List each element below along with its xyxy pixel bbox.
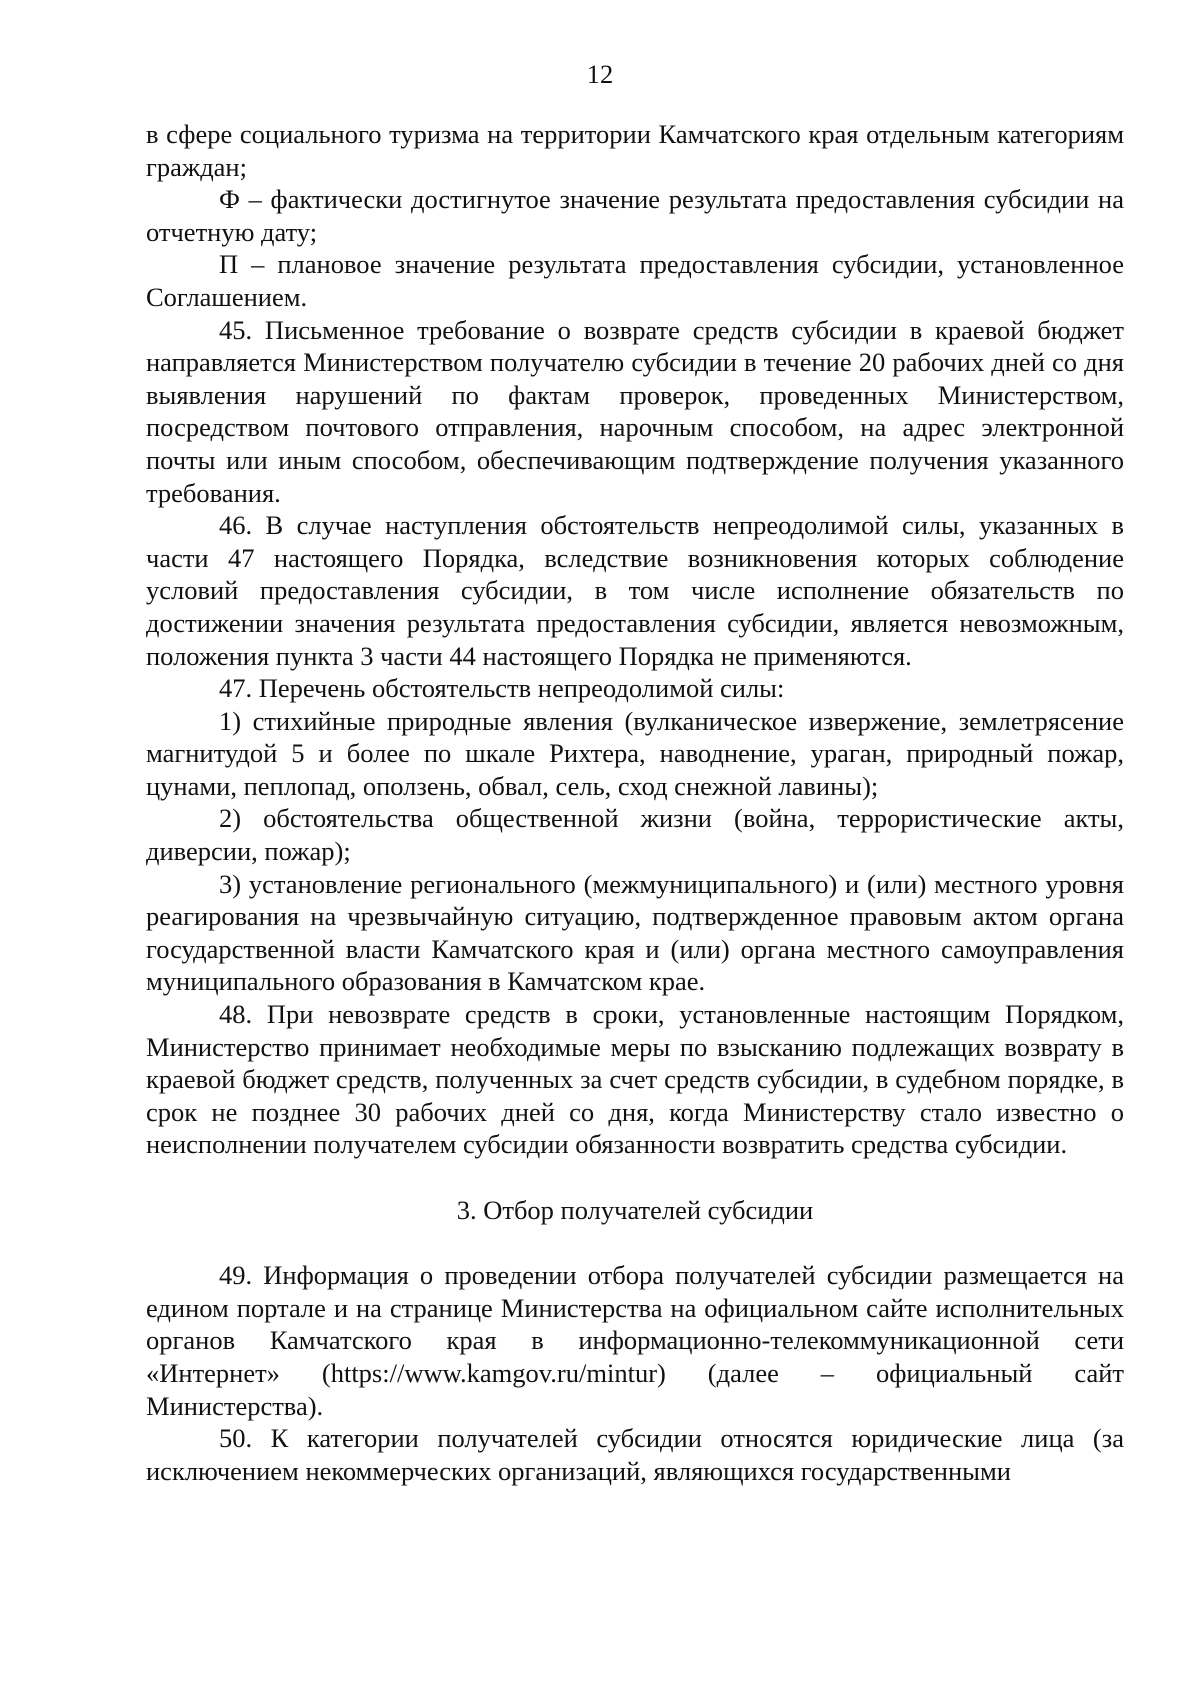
list-item-1: 1) стихийные природные явления (вулканическое извержение, землетрясение магнитудой 5 и более по шкале Рихтера, наводнение, ураган, природный пожар, цунами, пеплопад, оползень, обвал, сель, сход снежной лавины);	[146, 705, 1124, 801]
page-number: 12	[586, 59, 614, 89]
paragraph-continuation: в сфере социального туризма на территории Камчатского края отдельным категориям граждан;	[146, 119, 1124, 182]
paragraph-46: 46. В случае наступления обстоятельств непреодолимой силы, указанных в части 47 настоящего Порядка, вследствие возникновения которых соблюдение условий предоставления субсидии, в том числе исполнение обязательств по достижении значения результата предоставления субсидии, является невозможным, положения пункта 3 части 44 настоящего Порядка не применяются.	[146, 510, 1124, 671]
paragraph-f-definition: Ф – фактически достигнутое значение результата предоставления субсидии на отчетную дату;	[146, 184, 1124, 247]
paragraph-49: 49. Информация о проведении отбора получателей субсидии размещается на едином портале и на странице Министерства на официальном сайте исполнительных органов Камчатского края в информационно-телекоммуникационной сети «Интернет» (https://www.kamgov.ru/mintur) (далее – официальный сайт Министерства).	[146, 1260, 1124, 1421]
list-item-2: 2) обстоятельства общественной жизни (война, террористические акты, диверсии, пожар);	[146, 803, 1124, 867]
paragraph-50: 50. К категории получателей субсидии относятся юридические лица (за исключением некоммерческих организаций, являющихся государственными	[146, 1423, 1124, 1486]
paragraph-48: 48. При невозврате средств в сроки, установленные настоящим Порядком, Министерство принимает необходимые меры по взысканию подлежащих возврату в краевой бюджет средств, полученных за счет средств субсидии, в судебном порядке, в срок не позднее 30 рабочих дней со дня, когда Министерству стало известно о неисполнении получателем субсидии обязанности возвратить средства субсидии.	[146, 999, 1124, 1160]
paragraph-p-definition: П – плановое значение результата предоставления субсидии, установленное Соглашением.	[146, 249, 1124, 312]
list-item-3: 3) установление регионального (межмуниципального) и (или) местного уровня реагирования на чрезвычайную ситуацию, подтвержденное правовым актом органа государственной власти Камчатского края и (или) органа местного самоуправления муниципального образования в Камчатском крае.	[146, 868, 1124, 997]
document-body	[146, 118, 1124, 1487]
paragraph-45: 45. Письменное требование о возврате средств субсидии в краевой бюджет направляется Министерством получателю субсидии в течение 20 рабочих дней со дня выявления нарушений по фактам проверок, проведенных Министерством, посредством почтового отправления, нарочным способом, на адрес электронной почты или иным способом, обеспечивающим подтверждение получения указанного требования.	[146, 314, 1124, 508]
paragraph-47: 47. Перечень обстоятельств непреодолимой силы:	[219, 673, 785, 704]
section-heading: 3. Отбор получателей субсидии	[456, 1194, 814, 1225]
